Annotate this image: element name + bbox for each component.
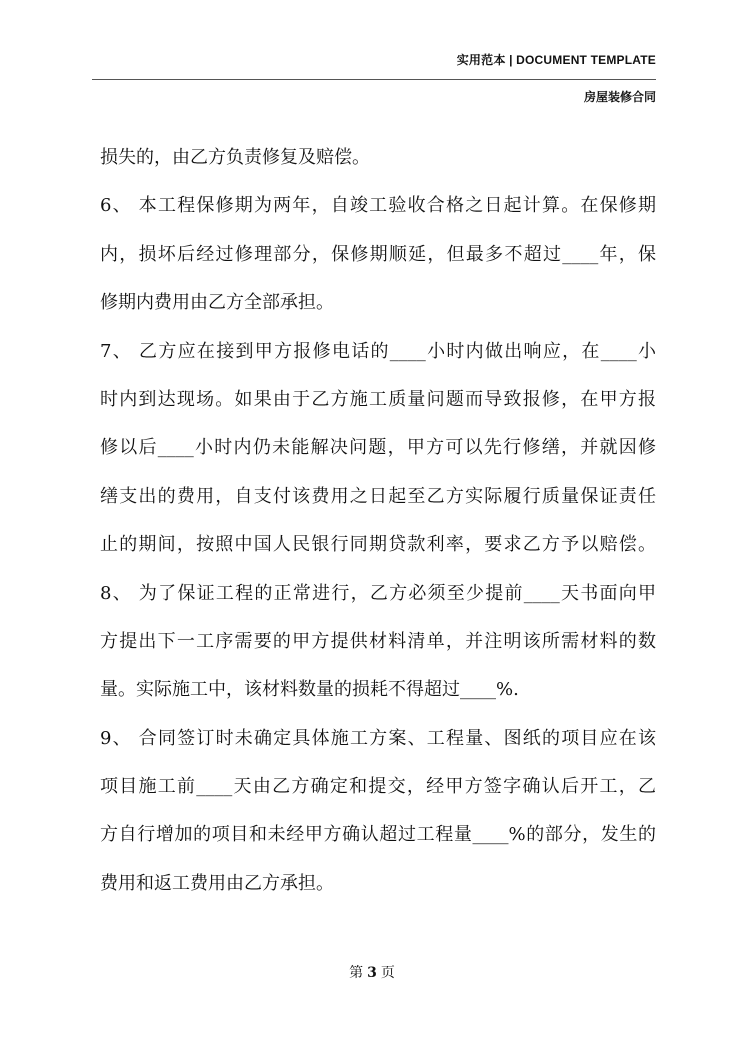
- text-line: 时内到达现场。如果由于乙方施工质量问题而导致报修，在甲方报: [100, 388, 656, 410]
- text-line: 7、 乙方应在接到甲方报修电话的____小时内做出响应，在____小: [100, 340, 656, 362]
- page-label-suffix: 页: [380, 965, 395, 981]
- text-line: 方提出下一工序需要的甲方提供材料清单，并注明该所需材料的数: [100, 630, 656, 652]
- text-line: 量。实际施工中，该材料数量的损耗不得超过____%.: [100, 679, 519, 701]
- contract-body: [100, 134, 656, 908]
- page-label-prefix: 第: [349, 965, 364, 981]
- text-line: 损失的，由乙方负责修复及赔偿。: [100, 147, 370, 168]
- text-line: 费用和返工费用由乙方承担。: [100, 872, 334, 894]
- header-brand: 实用范本 | DOCUMENT TEMPLATE: [456, 53, 656, 67]
- text-line: 9、 合同签订时未确定具体施工方案、工程量、图纸的项目应在该: [100, 727, 656, 749]
- document-title: 房屋装修合同: [583, 90, 656, 104]
- text-line: 缮支出的费用，自支付该费用之日起至乙方实际履行质量保证责任: [100, 485, 656, 507]
- text-line: 8、 为了保证工程的正常进行，乙方必须至少提前____天书面向甲: [100, 582, 656, 604]
- text-line: 止的期间，按照中国人民银行同期贷款利率，要求乙方予以赔偿。: [100, 534, 656, 556]
- page-footer: [0, 963, 744, 983]
- text-line: 6、 本工程保修期为两年，自竣工验收合格之日起计算。在保修期: [100, 195, 656, 217]
- text-line: 内，损坏后经过修理部分，保修期顺延，但最多不超过____年，保: [100, 243, 656, 265]
- text-line: 修期内费用由乙方全部承担。: [100, 292, 334, 314]
- page-number: 3: [367, 965, 377, 981]
- text-line: 方自行增加的项目和未经甲方确认超过工程量____%的部分，发生的: [100, 824, 656, 846]
- text-line: 项目施工前____天由乙方确定和提交，经甲方签字确认后开工，乙: [100, 776, 656, 798]
- page-header: [92, 50, 656, 104]
- header-divider: [92, 79, 656, 80]
- text-line: 修以后____小时内仍未能解决问题，甲方可以先行修缮，并就因修: [100, 437, 656, 459]
